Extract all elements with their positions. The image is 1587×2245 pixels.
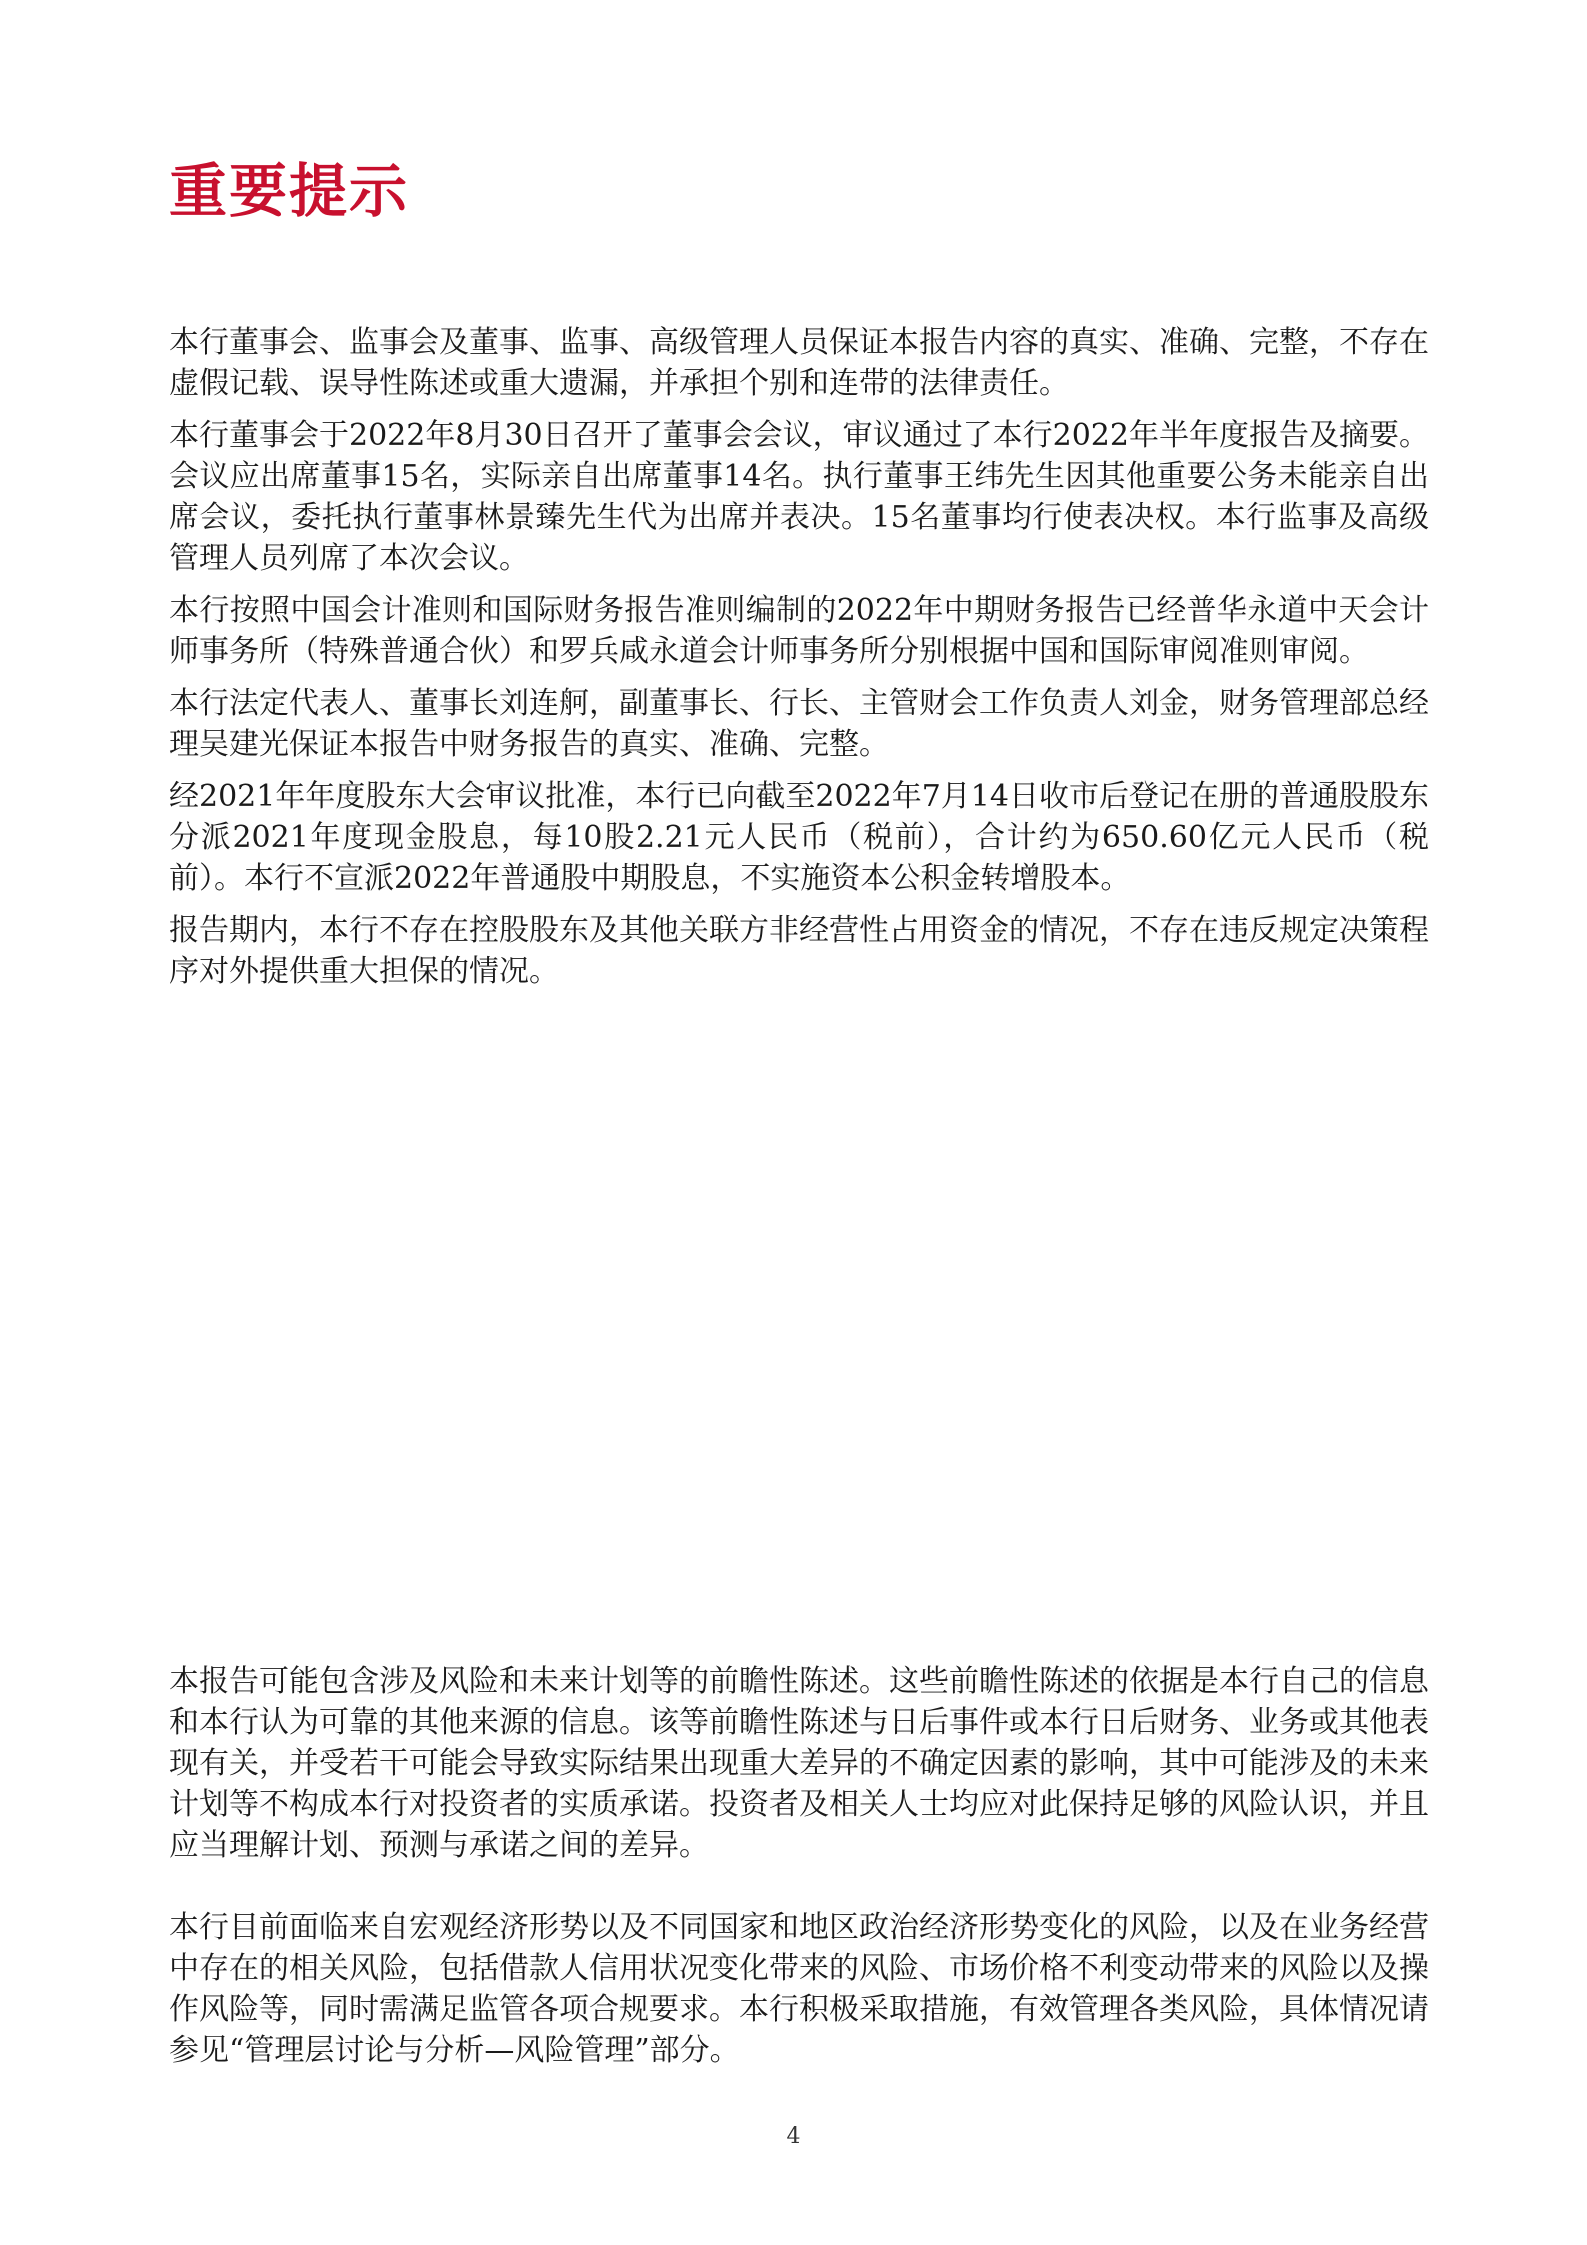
paragraph-audit-review: 本行按照中国会计准则和国际财务报告准则编制的2022年中期财务报告已经普华永道中天会计师事务所（特殊普通合伙）和罗兵咸永道会计师事务所分别根据中国和国际审阅准则审阅。 bbox=[169, 593, 1429, 669]
paragraph-forward-looking: 本报告可能包含涉及风险和未来计划等的前瞻性陈述。这些前瞻性陈述的依据是本行自己的信息和本行认为可靠的其他来源的信息。该等前瞻性陈述与日后事件或本行日后财务、业务或其他表现有关，并受若干可能会导致实际结果出现重大差异的不确定因素的影响，其中可能涉及的未来计划等不构成本行对投资者的实质承诺。投资者及相关人士均应对此保持足够的风险认识，并且应当理解计划、预测与承诺之间的差异。 bbox=[169, 1664, 1429, 1863]
paragraph-risk-factors: 本行目前面临来自宏观经济形势以及不同国家和地区政治经济形势变化的风险，以及在业务经营中存在的相关风险，包括借款人信用状况变化带来的风险、市场价格不利变动带来的风险以及操作风险等，同时需满足监管各项合规要求。本行积极采取措施，有效管理各类风险，具体情况请参见“管理层讨论与分析—风险管理”部分。 bbox=[169, 1910, 1429, 2068]
important-notes-section bbox=[169, 322, 1429, 992]
paragraph-responsibility: 本行董事会、监事会及董事、监事、高级管理人员保证本报告内容的真实、准确、完整，不存在虚假记载、误导性陈述或重大遗漏，并承担个别和连带的法律责任。 bbox=[169, 325, 1429, 401]
page-title: 重要提示 bbox=[169, 157, 410, 225]
paragraph-related-parties: 报告期内，本行不存在控股股东及其他关联方非经营性占用资金的情况，不存在违反规定决策程序对外提供重大担保的情况。 bbox=[169, 913, 1429, 989]
forward-looking-section bbox=[169, 1661, 1429, 2071]
paragraph-legal-representative: 本行法定代表人、董事长刘连舸，副董事长、行长、主管财会工作负责人刘金，财务管理部总经理吴建光保证本报告中财务报告的真实、准确、完整。 bbox=[169, 686, 1429, 762]
paragraph-board-meeting: 本行董事会于2022年8月30日召开了董事会会议，审议通过了本行2022年半年度报告及摘要。会议应出席董事15名，实际亲自出席董事14名。执行董事王纬先生因其他重要公务未能亲自出席会议，委托执行董事林景臻先生代为出席并表决。15名董事均行使表决权。本行监事及高级管理人员列席了本次会议。 bbox=[169, 418, 1429, 576]
paragraph-dividend: 经2021年年度股东大会审议批准，本行已向截至2022年7月14日收市后登记在册的普通股股东分派2021年度现金股息，每10股2.21元人民币（税前），合计约为650.60亿元人民币（税前）。本行不宣派2022年普通股中期股息，不实施资本公积金转增股本。 bbox=[169, 779, 1429, 896]
page-number: 4 bbox=[786, 2124, 801, 2149]
